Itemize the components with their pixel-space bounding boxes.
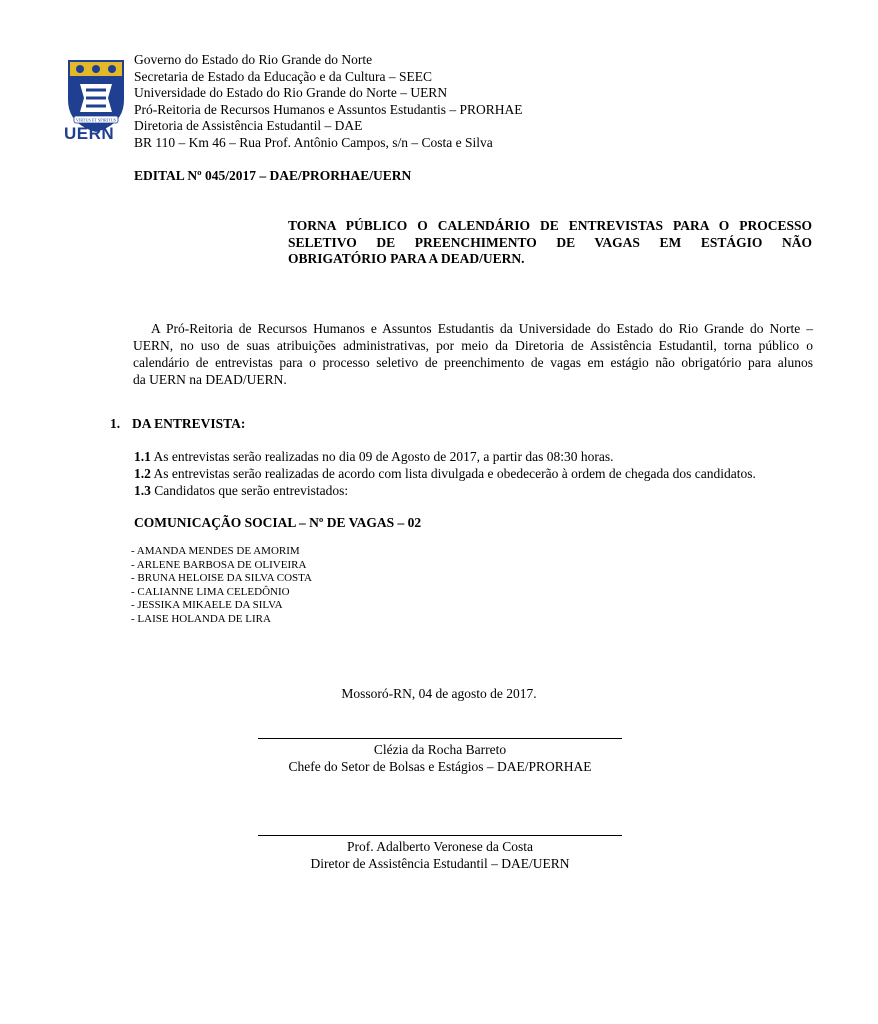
header-line: Universidade do Estado do Rio Grande do Norte – UERN — [134, 85, 448, 100]
header-line: Secretaria de Estado da Educação e da Cultura – SEEC — [134, 68, 433, 84]
signature-block — [258, 835, 622, 872]
signatory-role: Diretor de Assistência Estudantil – DAE/UERN — [310, 855, 570, 871]
section-number: 1. — [110, 416, 121, 431]
body-line: calendário de entrevistas para o processo seletivo de preenchimento de vagas em estágio não obrigatório para alunos — [133, 355, 813, 370]
list-item — [134, 465, 756, 482]
section-heading — [110, 416, 245, 432]
signature-line — [258, 738, 622, 739]
body-paragraph — [133, 320, 813, 388]
body-line: da UERN na DEAD/UERN. — [133, 372, 287, 387]
section-items — [134, 448, 756, 499]
item-number: 1.3 — [134, 483, 151, 498]
item-text: As entrevistas serão realizadas de acordo com lista divulgada e obedecerão à ordem de chegada dos candidatos. — [150, 466, 756, 481]
candidate-name: - ARLENE BARBOSA DE OLIVEIRA — [131, 558, 307, 571]
candidate-name: - BRUNA HELOISE DA SILVA COSTA — [131, 572, 312, 585]
item-number: 1.1 — [134, 449, 151, 464]
signatory-name: Clézia da Rocha Barreto — [373, 742, 507, 757]
signatory-role: Chefe do Setor de Bolsas e Estágios – DAE/PRORHAE — [288, 758, 592, 774]
list-item — [134, 448, 756, 465]
candidate-name: - AMANDA MENDES DE AMORIM — [131, 545, 300, 557]
subject-line: TORNA PÚBLICO O CALENDÁRIO DE ENTREVISTAS PARA O PROCESSO — [288, 218, 812, 233]
edital-title: EDITAL Nº 045/2017 – DAE/PRORHAE/UERN — [134, 168, 412, 183]
header-line: Governo do Estado do Rio Grande do Norte — [134, 52, 373, 67]
section-title: DA ENTREVISTA: — [132, 416, 246, 431]
header-line: BR 110 – Km 46 – Rua Prof. Antônio Campos, s/n – Costa e Silva — [134, 134, 493, 150]
signatory-name: Prof. Adalberto Veronese da Costa — [346, 839, 534, 854]
item-text: As entrevistas serão realizadas no dia 09 de Agosto de 2017, a partir das 08:30 horas. — [150, 449, 614, 464]
item-text: Candidatos que serão entrevistados: — [150, 483, 349, 498]
list-item — [134, 482, 756, 499]
logo-wordmark: UERN — [64, 124, 115, 143]
item-number: 1.2 — [134, 466, 151, 481]
header-line: Diretoria de Assistência Estudantil – DAE — [134, 118, 363, 133]
signature-line — [258, 835, 622, 836]
body-line: A Pró-Reitoria de Recursos Humanos e Assuntos Estudantis da Universidade do Estado do Rio Grande do Norte – — [151, 321, 813, 336]
candidate-name: - LAISE HOLANDA DE LIRA — [131, 612, 271, 625]
institution-header — [134, 52, 522, 151]
candidate-name: - CALIANNE LIMA CELEDÔNIO — [131, 585, 290, 598]
subject-line: SELETIVO DE PREENCHIMENTO DE VAGAS EM ESTÁGIO NÃO — [288, 234, 812, 250]
header-line: Pró-Reitoria de Recursos Humanos e Assuntos Estudantis – PRORHAE — [134, 101, 523, 117]
candidate-name: - JESSIKA MIKAELE DA SILVA — [131, 599, 283, 612]
vacancies-heading: COMUNICAÇÃO SOCIAL – Nº DE VAGAS – 02 — [134, 515, 422, 530]
place-date: Mossoró-RN, 04 de agosto de 2017. — [341, 686, 537, 701]
body-line: UERN, no uso de suas atribuições administrativas, por meio da Diretoria de Assistência Estudantil, torna público o — [133, 338, 813, 353]
edital-subject — [288, 218, 812, 268]
subject-line: OBRIGATÓRIO PARA A DEAD/UERN. — [288, 251, 525, 266]
signature-block — [258, 738, 622, 775]
candidate-list — [131, 545, 312, 627]
svg-text:VIRTUS ET SPIRITUS: VIRTUS ET SPIRITUS — [75, 117, 117, 123]
